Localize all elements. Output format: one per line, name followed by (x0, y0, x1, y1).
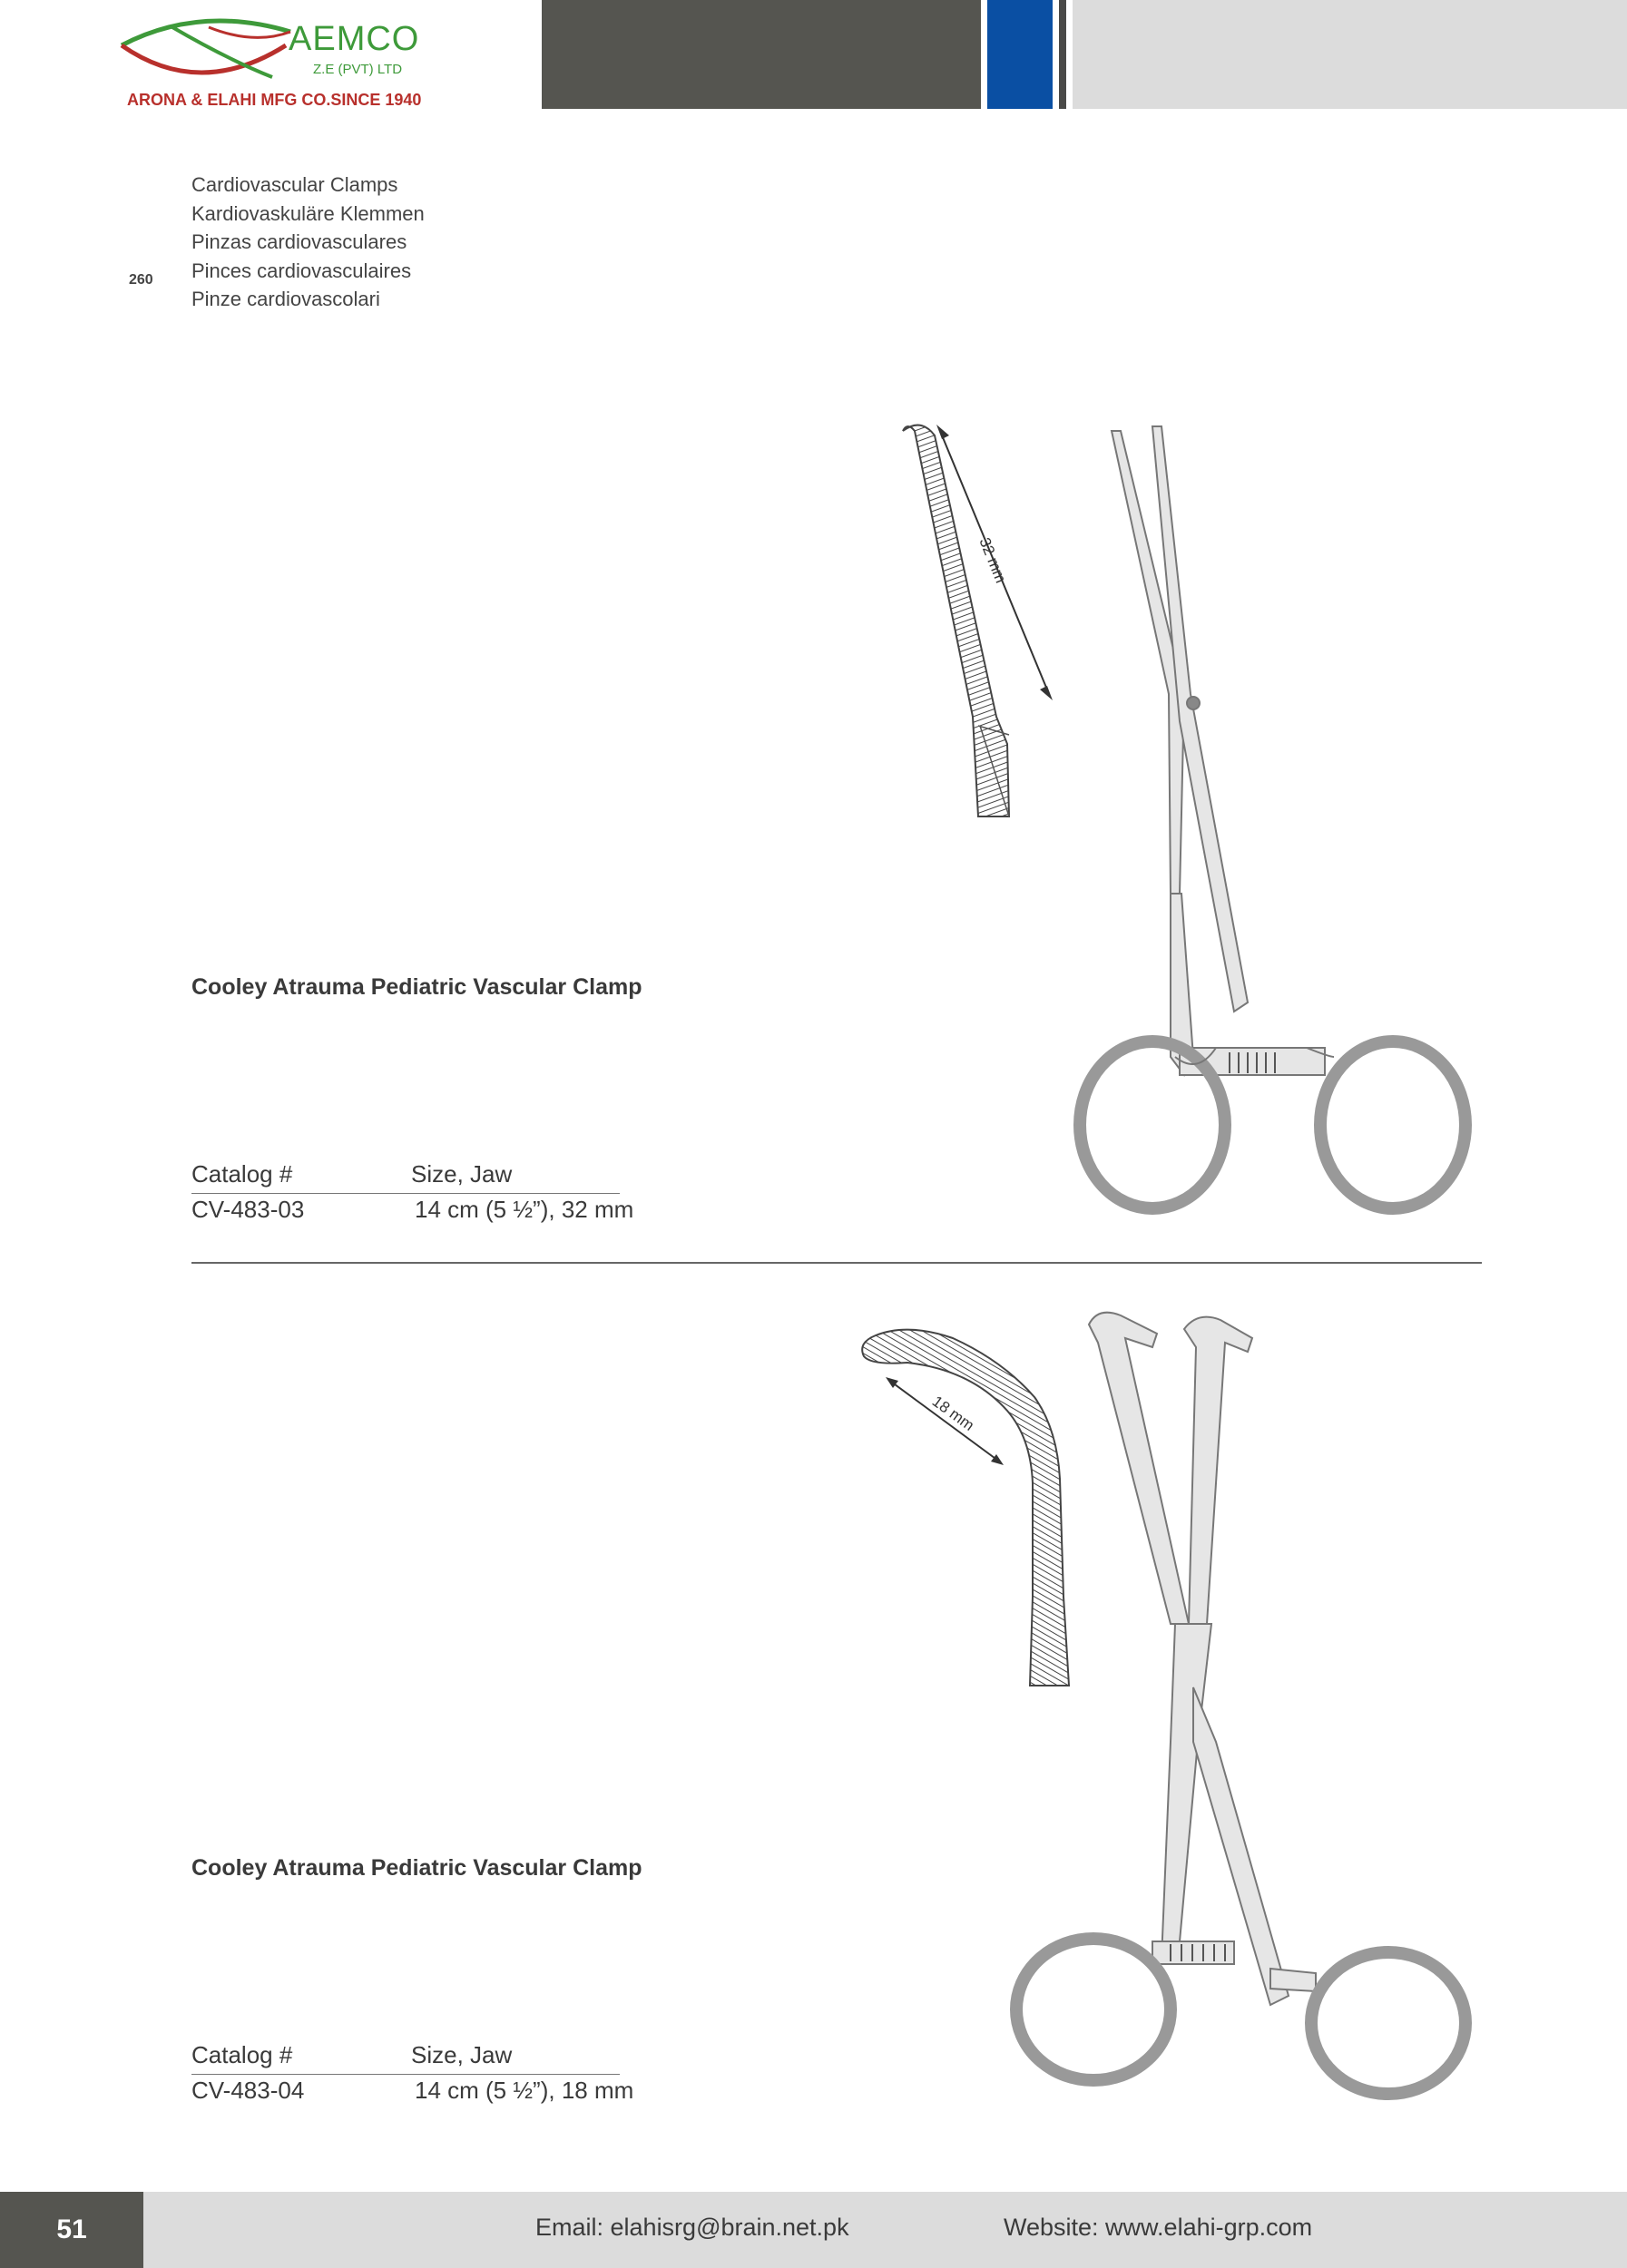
section-separator (191, 1262, 1482, 1264)
table-header-catalog: Catalog # (191, 1160, 293, 1188)
table-header-size: Size, Jaw (411, 2041, 513, 2068)
category-names (191, 171, 425, 314)
logo-tagline: ARONA & ELAHI MFG CO.SINCE 1940 (127, 91, 422, 109)
category-name-de: Kardiovaskuläre Klemmen (191, 201, 425, 225)
table-header-size: Size, Jaw (411, 1160, 513, 1188)
logo-wordmark: AEMCO (289, 20, 420, 58)
table-rule (191, 2074, 620, 2075)
footer-website[interactable]: Website: www.elahi-grp.com (1004, 2214, 1313, 2241)
vascular-clamp-illustration (1034, 422, 1488, 1220)
table-rule (191, 1193, 620, 1194)
category-name-fr: Pinces cardiovasculaires (191, 259, 412, 282)
catalog-page-reference: 260 (129, 272, 153, 288)
catalog-number: CV-483-04 (191, 2077, 305, 2104)
product-title: Cooley Atrauma Pediatric Vascular Clamp (191, 1855, 642, 1881)
header-bar-blue (987, 0, 1053, 109)
header-bar-divider (1059, 0, 1066, 109)
category-name-es: Pinzas cardiovasculares (191, 230, 407, 253)
catalog-number: CV-483-03 (191, 1196, 305, 1223)
table-header-catalog: Catalog # (191, 2041, 293, 2068)
product-title: Cooley Atrauma Pediatric Vascular Clamp (191, 974, 642, 1000)
header-bar-dark (542, 0, 981, 109)
size-jaw-value: 14 cm (5 ½”), 18 mm (415, 2077, 634, 2104)
category-name-en: Cardiovascular Clamps (191, 173, 398, 196)
page-number: 51 (0, 2192, 143, 2268)
size-jaw-value: 14 cm (5 ½”), 32 mm (415, 1196, 634, 1223)
jaw-length-label: 32 mm (975, 535, 1010, 586)
jaw-length-label: 18 mm (928, 1393, 978, 1434)
vascular-clamp-illustration (989, 1306, 1497, 2114)
category-name-it: Pinze cardiovascolari (191, 288, 380, 310)
header-bar-gray (1073, 0, 1627, 109)
logo-subtitle: Z.E (PVT) LTD (313, 62, 403, 77)
footer-email[interactable]: Email: elahisrg@brain.net.pk (535, 2214, 849, 2241)
